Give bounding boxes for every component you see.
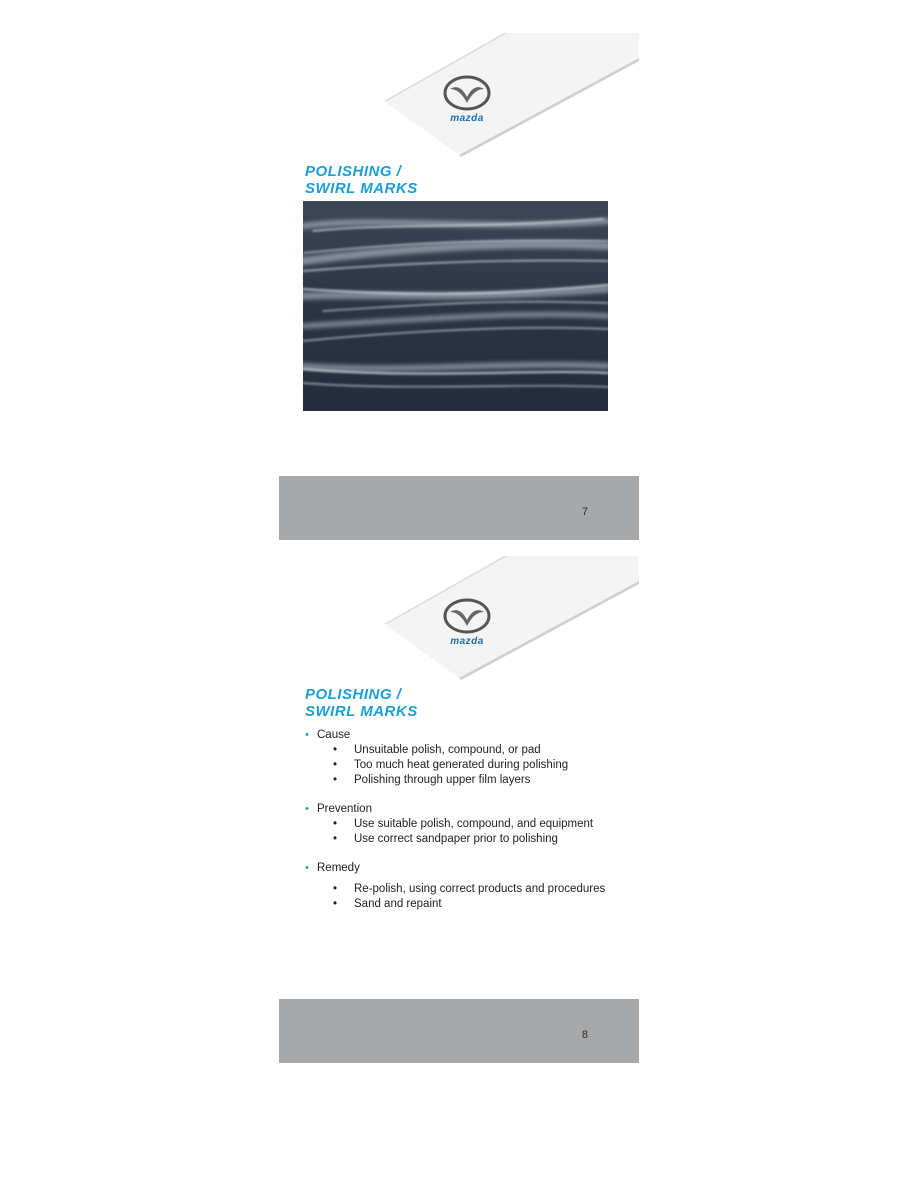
- section-heading: Cause: [317, 729, 351, 741]
- section-cause: [305, 728, 635, 788]
- slide-footer: [279, 999, 639, 1063]
- list-item: • Polishing through upper film layers: [333, 774, 531, 786]
- title-line-1: POLISHING /: [305, 163, 402, 180]
- slide-footer: [279, 476, 639, 540]
- section-heading: Prevention: [317, 803, 372, 815]
- sub-list: [305, 882, 635, 912]
- list-item: • Use suitable polish, compound, and equipment: [333, 818, 594, 830]
- slide-7: [279, 33, 639, 540]
- slide-title: [305, 163, 545, 197]
- list-item: • Re-polish, using correct products and procedures: [333, 883, 606, 895]
- mazda-logo: [437, 75, 497, 131]
- page-number: 8: [581, 1029, 588, 1041]
- title-line-2: SWIRL MARKS: [305, 180, 418, 197]
- section-heading: Remedy: [317, 862, 360, 874]
- section-prevention: [305, 802, 635, 847]
- bullet-dot-icon: •: [305, 803, 309, 815]
- slide-8: [279, 556, 639, 1063]
- swirl-marks-photo: [303, 201, 608, 411]
- section-remedy: [305, 861, 635, 912]
- list-item: • Unsuitable polish, compound, or pad: [333, 744, 541, 756]
- page-number: 7: [581, 506, 588, 518]
- slide-title: [305, 686, 545, 720]
- mazda-wordmark: mazda: [450, 113, 484, 124]
- bullet-dot-icon: •: [305, 729, 309, 741]
- list-item: • Sand and repaint: [333, 898, 442, 910]
- mazda-emblem-icon: [442, 75, 492, 111]
- mazda-logo: [437, 598, 497, 654]
- title-line-1: POLISHING /: [305, 686, 402, 703]
- list-item: • Use correct sandpaper prior to polishing: [333, 833, 558, 845]
- mazda-wordmark: mazda: [450, 636, 484, 647]
- sub-list: [305, 743, 635, 788]
- mazda-emblem-icon: [442, 598, 492, 634]
- bullet-dot-icon: •: [305, 862, 309, 874]
- title-line-2: SWIRL MARKS: [305, 703, 418, 720]
- list-item: • Too much heat generated during polishing: [333, 759, 569, 771]
- sub-list: [305, 817, 635, 847]
- bullet-list: [305, 728, 635, 926]
